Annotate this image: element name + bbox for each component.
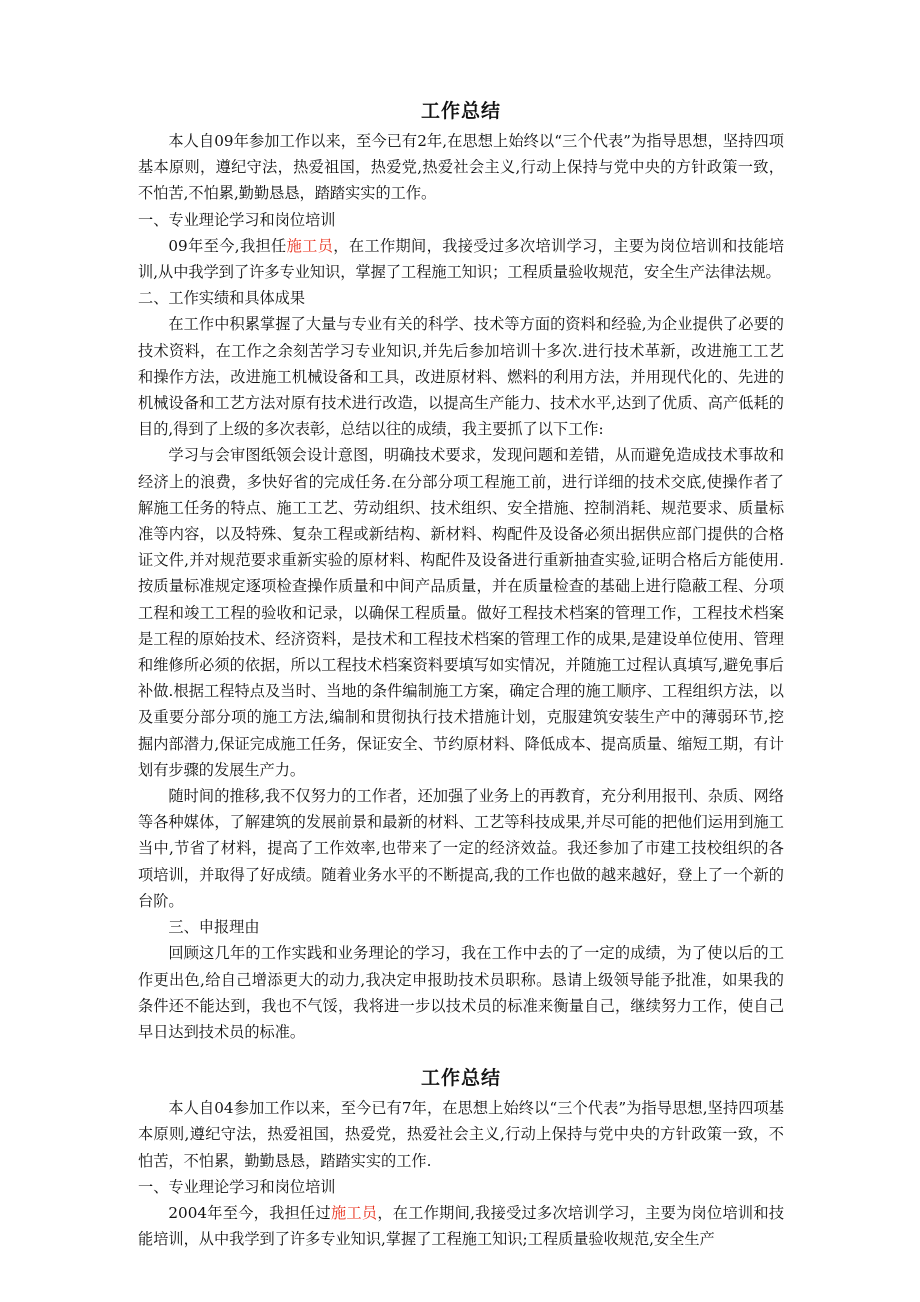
section-1-reason-paragraph: 回顾这几年的工作实践和业务理论的学习，我在工作中去的了一定的成绩，为了使以后的工作更出色,给自己增添更大的动力,我决定申报助技术员职称。恳请上级领导能予批准，如果我的条件还不能达到，我也不气馁，我将进一步以技术员的标准来衡量自己，继续努力工作，使自己早日达到技术员的标准。: [138, 944, 784, 1041]
training-text-after: ，在工作期间，我接受过多次培训学习，主要为岗位培训和技能培训,从中我学到了许多专业知识，掌握了工程施工知识；工程质量验收规范，安全生产法律法规。: [138, 236, 785, 282]
section-1-heading-3: 三、申报理由: [168, 918, 260, 937]
section-1-drawings-paragraph: 学习与会审图纸领会设计意图，明确技术要求，发现问题和差错，从而避免造成技术事故和经济上的浪费，多快好省的完成任务.在分部分项工程施工前，进行详细的技术交底,使操作者了解施工任务的特点、施工工艺、劳动组织、技术组织、安全措施、控制消耗、规范要求、质量标准等内容，以及特殊、复杂工程或新结构、新材料、构配件及设备必须出据供应部门提供的合格证文件,并对规范要求重新实验的原材料、构配件及设备进行重新抽查实验,证明合格后方能使用.按质量标准规定逐项检查操作质量和中间产品质量，并在质量检查的基础上进行隐蔽工程、分项工程和竣工工程的验收和记录，以确保工程质量。做好工程技术档案的管理工作，工程技术档案是工程的原始技术、经济资料，是技术和工程技术档案的管理工作的成果,是建设单位使用、管理和维修所必须的依据，所以工程技术档案资料要填写如实情况，并随施工过程认真填写,避免事后补做.根据工程特点及当时、当地的条件编制施工方案，确定合理的施工顺序、工程组织方法，以及重要分部分项的施工方法,编制和贯彻执行技术措施计划，克服建筑安装生产中的薄弱环节,挖掘内部潜力,保证完成施工任务，保证安全、节约原材料、降低成本、提高质量、缩短工期，有计划有步骤的发展生产力。: [138, 446, 784, 779]
section-1-intro: 本人自09年参加工作以来，至今已有2年,在思想上始终以“三个代表”为指导思想，坚持四项基本原则，遵纪守法，热爱祖国，热爱党,热爱社会主义,行动上保持与党中央的方针政策一致，不怕苦,不怕累,勤勤恳恳，踏踏实实的工作。: [138, 132, 784, 203]
section-2-intro: 本人自04参加工作以来，至今已有7年，在思想上始终以“三个代表”为指导思想,坚持四项基本原则,遵纪守法，热爱祖国，热爱党，热爱社会主义,行动上保持与党中央的方针政策一致，不怕苦，不怕累，勤勤恳恳，踏踏实实的工作.: [138, 1099, 784, 1170]
role-highlight: 施工员: [330, 1203, 378, 1222]
training-text-before: 2004年至今，我担任过: [168, 1203, 331, 1222]
section-1-heading-1: 一、专业理论学习和岗位培训: [138, 210, 336, 229]
section-1-education-paragraph: 随时间的推移,我不仅努力的工作者，还加强了业务上的再教育，充分利用报刊、杂质、网络等各种媒体，了解建筑的发展前景和最新的材料、工艺等科技成果,并尽可能的把他们运用到施工当中,节省了材料，提高了工作效率,也带来了一定的经济效益。我还参加了市建工技校组织的各项培训，并取得了好成绩。随着业务水平的不断提高,我的工作也做的越来越好，登上了一个新的台阶。: [138, 787, 784, 910]
section-2-title: 工作总结: [420, 1067, 501, 1090]
section-1-title: 工作总结: [420, 100, 501, 122]
section-2-heading-1: 一、专业理论学习和岗位培训: [138, 1177, 336, 1196]
section-1-achievements-paragraph: 在工作中积累掌握了大量与专业有关的科学、技术等方面的资料和经验,为企业提供了必要的技术资料，在工作之余刻苦学习专业知识,并先后参加培训十多次.进行技术革新，改进施工工艺和操作方法，改进施工机械设备和工具，改进原材料、燃料的利用方法，并用现代化的、先进的机械设备和工艺方法对原有技术进行改造，以提高生产能力、技术水平,达到了优质、高产低耗的目的,得到了上级的多次表彰，总结以往的成绩，我主要抓了以下工作:: [138, 315, 784, 439]
section-1-heading-2: 二、工作实绩和具体成果: [138, 289, 306, 308]
training-text-after: ，在工作期间,我接受过多次培训学习，主要为岗位培训和技能培训，从中我学到了许多专业知识,掌握了工程施工知识;工程质量验收规范,安全生产: [138, 1203, 785, 1249]
section-2-training-paragraph: [138, 1200, 784, 1252]
role-highlight: 施工员: [286, 236, 334, 255]
section-1-training-paragraph: [138, 233, 784, 285]
training-text-before: 09年至今,我担任: [168, 236, 287, 255]
document-page: [138, 96, 784, 1252]
